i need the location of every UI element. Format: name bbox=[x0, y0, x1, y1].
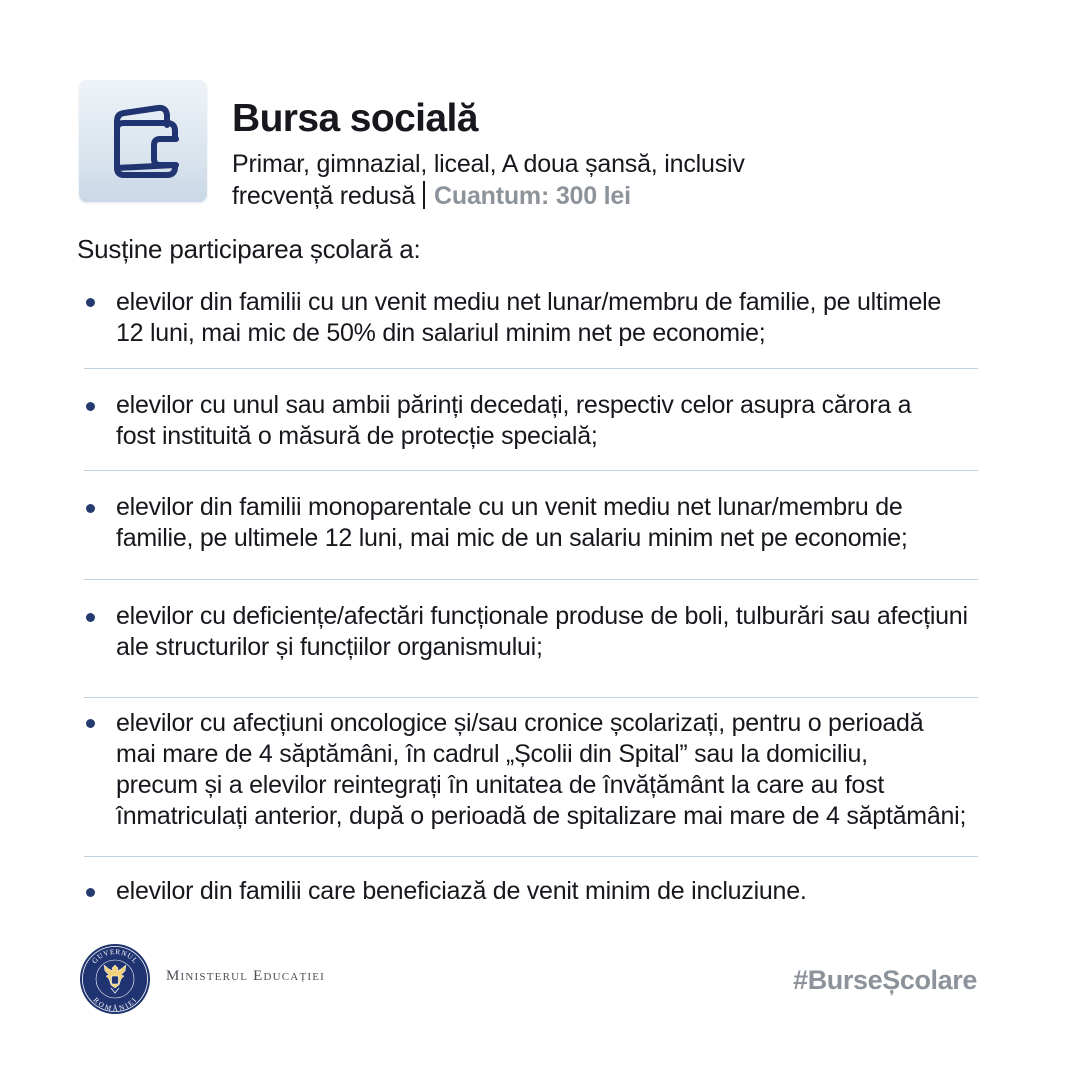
divider bbox=[84, 856, 978, 857]
list-item-line: ale structurilor și funcțiilor organismului; bbox=[116, 633, 543, 661]
divider bbox=[84, 579, 978, 580]
divider bbox=[84, 470, 978, 471]
list-item-line: familie, pe ultimele 12 luni, mai mic de un salariu minim net pe economie; bbox=[116, 524, 908, 552]
hashtag-label: #BurseȘcolare bbox=[793, 965, 977, 995]
list-item-line: elevilor cu afecțiuni oncologice și/sau cronice școlarizați, pentru o perioadă bbox=[116, 709, 924, 737]
subtitle bbox=[232, 148, 852, 212]
list-item-line: elevilor din familii cu un venit mediu net lunar/membru de familie, pe ultimele bbox=[116, 288, 942, 316]
list-item bbox=[116, 287, 941, 349]
list-item bbox=[116, 601, 968, 663]
emblem-text-top: GUVERNUL bbox=[90, 947, 140, 966]
emblem-text-bottom: ROMÂNIEI bbox=[91, 996, 139, 1013]
government-emblem-icon bbox=[79, 943, 151, 1015]
list-item-line: elevilor din familii monoparentale cu un venit mediu net lunar/membru de bbox=[116, 493, 903, 521]
ministry-name: Ministerul Educației bbox=[166, 968, 326, 984]
list-item bbox=[116, 876, 807, 907]
list-item-line: înmatriculați anterior, după o perioadă de spitalizare mai mare de 4 săptămâni; bbox=[116, 802, 967, 830]
bullet-icon bbox=[86, 298, 95, 307]
list-item-line: elevilor cu deficiențe/afectări funcționale produse de boli, tulburări sau afecțiuni bbox=[116, 602, 968, 630]
wallet-icon bbox=[105, 101, 185, 181]
list-item bbox=[116, 708, 966, 832]
list-item bbox=[116, 390, 911, 452]
list-item-line: mai mare de 4 săptămâni, în cadrul „Școlii din Spital” sau la domiciliu, bbox=[116, 740, 868, 768]
list-item-line: fost instituită o măsură de protecție specială; bbox=[116, 422, 598, 450]
list-item-line: elevilor cu unul sau ambii părinți decedați, respectiv celor asupra cărora a bbox=[116, 391, 912, 419]
amount-label: Cuantum: 300 lei bbox=[434, 182, 631, 210]
bullet-icon bbox=[86, 888, 95, 897]
list-item-line: precum și a elevilor reintegrați în unitatea de învățământ la care au fost bbox=[116, 771, 885, 799]
list-item bbox=[116, 492, 908, 554]
bullet-icon bbox=[86, 402, 95, 411]
bullet-icon bbox=[86, 613, 95, 622]
page-title: Bursa socială bbox=[232, 97, 478, 140]
divider bbox=[84, 368, 978, 369]
bullet-icon bbox=[86, 719, 95, 728]
subtitle-line2: frecvență redusă bbox=[232, 182, 416, 210]
divider bbox=[84, 697, 978, 698]
subtitle-line1: Primar, gimnazial, liceal, A doua șansă, inclusiv bbox=[232, 150, 745, 178]
list-item-line: elevilor din familii care beneficiază de venit minim de incluziune. bbox=[116, 877, 807, 905]
wallet-icon-tile bbox=[79, 80, 207, 202]
separator bbox=[423, 181, 425, 209]
list-item-line: 12 luni, mai mic de 50% din salariul minim net pe economie; bbox=[116, 319, 766, 347]
intro-text: Susține participarea școlară a: bbox=[77, 234, 421, 264]
bullet-icon bbox=[86, 504, 95, 513]
